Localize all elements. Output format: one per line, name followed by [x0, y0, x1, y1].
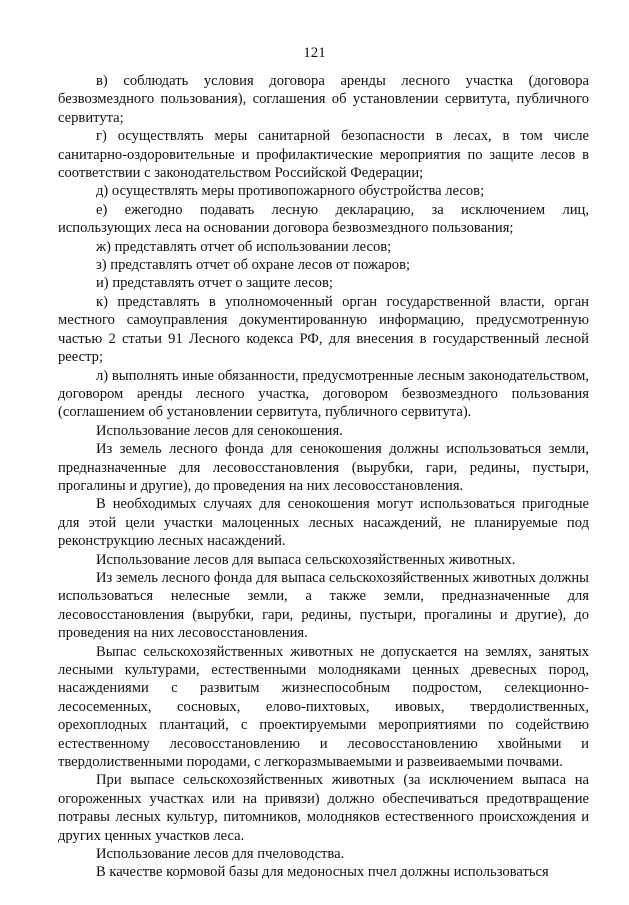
paragraph-item-zh: ж) представлять отчет об использовании лесов; [96, 238, 392, 255]
paragraph-item-v: в) соблюдать условия договора аренды лесного участка (договора безвозмездного пользования), соглашения об установлении сервитута, публичного сервитута; [58, 73, 589, 126]
paragraph: Из земель лесного фонда для сенокошения должны использоваться земли, предназначенные для лесовосстановления (вырубки, гари, редины, пустыри, прогалины и другие), до проведения на них лесовосстановления. [58, 441, 589, 494]
section-heading-grazing: Использование лесов для выпаса сельскохозяйственных животных. [96, 551, 516, 568]
paragraph-item-l: л) выполнять иные обязанности, предусмотренные лесным законодательством, договором аренды лесного участка, договором безвозмездного пользования (соглашением об установлении сервитута, публичного сервитута). [58, 367, 589, 421]
paragraph-item-g: г) осуществлять меры санитарной безопасности в лесах, в том числе санитарно-оздоровительные и профилактические мероприятия по защите лесов в соответствии с законодательством Российской Федерации; [58, 128, 589, 182]
paragraph-item-k: к) представлять в уполномоченный орган государственной власти, орган местного самоуправления документированную информацию, предусмотренную частью 2 статьи 91 Лесного кодекса РФ, для внесения в государственный лесной реестр; [58, 293, 589, 366]
document-body [58, 72, 589, 882]
paragraph: В необходимых случаях для сенокошения могут использоваться пригодные для этой цели участки малоценных лесных насаждений, не планируемые под реконструкцию лесных насаждений. [58, 496, 589, 550]
paragraph: Выпас сельскохозяйственных животных не допускается на землях, занятых лесными культурами, естественными молодняками ценных древесных пород, насаждениями с развитым жизнеспособным подростом, селекционно-лесосеменных, сосновых, елово-пихтовых, ивовых, твердолиственных, орехоплодных плантаций, с проектируемыми мероприятиями по содействию естественному лесовосстановлению и лесовосстановлению хвойными и твердолиственными породами, с легкоразмываемыми и развеиваемыми почвами. [58, 643, 589, 771]
paragraph-item-z: з) представлять отчет об охране лесов от пожаров; [96, 257, 411, 274]
page-number: 121 [303, 45, 326, 61]
paragraph: В качестве кормовой базы для медоносных пчел должны использоваться [96, 864, 549, 881]
paragraph-item-i: и) представлять отчет о защите лесов; [96, 275, 333, 292]
paragraph-item-d: д) осуществлять меры противопожарного обустройства лесов; [96, 183, 485, 200]
paragraph-item-e: е) ежегодно подавать лесную декларацию, за исключением лиц, использующих леса на основании договора безвозмездного пользования; [58, 201, 589, 237]
paragraph: При выпасе сельскохозяйственных животных (за исключением выпаса на огороженных участках или на привязи) должно обеспечиваться предотвращение потравы лесных культур, питомников, молодняков естественного происхождения и других ценных участков леса. [58, 772, 589, 844]
section-heading-haymaking: Использование лесов для сенокошения. [96, 422, 343, 439]
paragraph: Из земель лесного фонда для выпаса сельскохозяйственных животных должны использоваться нелесные земли, а также земли, предназначенные для лесовосстановления (вырубки, гари, редины, пустыри, прогалины и другие), до проведения на них лесовосстановления. [58, 569, 589, 642]
section-heading-beekeeping: Использование лесов для пчеловодства. [96, 846, 345, 863]
